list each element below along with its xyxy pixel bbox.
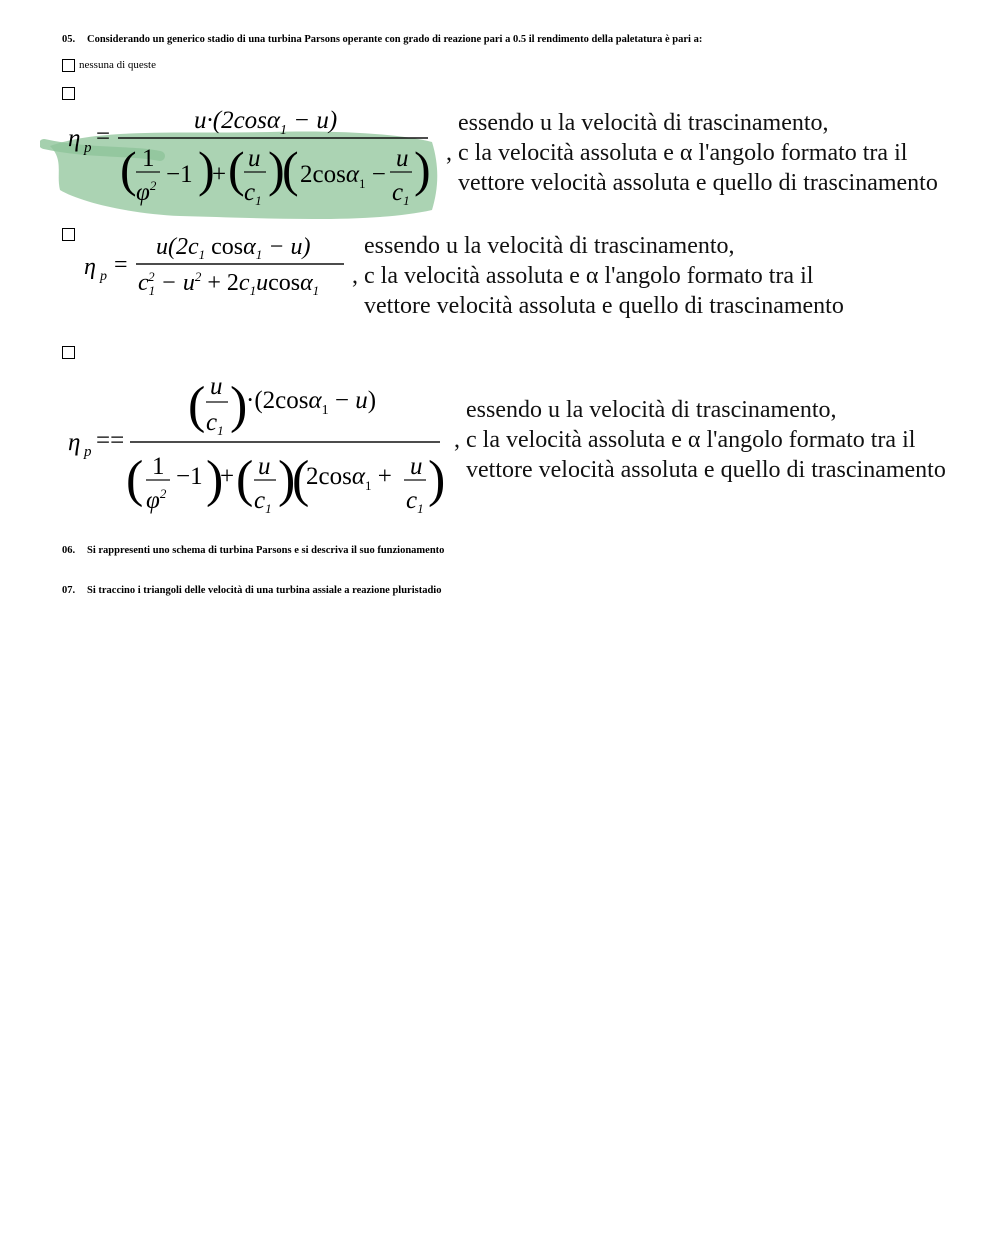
formula-c-denominator: $c_12 - u^2 + 2c_1ucos\alpha_1$ [138, 269, 320, 298]
option-a-checkbox[interactable] [62, 59, 75, 72]
desc-line-3: vettore velocità assoluta e quello di trascinamento [466, 457, 946, 483]
formula-d-u2: u [258, 453, 271, 480]
formula-b-numerator: u·(2cosα$_1$ − u) [194, 107, 338, 138]
formula-c [80, 228, 360, 308]
formula-d-paren1: ( [188, 377, 206, 434]
formula-d-c1c: $c_1$ [406, 487, 424, 516]
desc-line-2: , c la velocità assoluta e α l'angolo formato tra il [454, 427, 916, 453]
question-text: Considerando un generico stadio di una turbina Parsons operante con grado di reazione pari a 0.5 il rendimento della paletatura è pari a: [87, 34, 703, 45]
question-text: Si rappresenti uno schema di turbina Parsons e si descriva il suo funzionamento [87, 545, 445, 556]
formula-b-u2: u [396, 145, 409, 172]
formula-c-sub: p [100, 269, 107, 284]
option-d-description [454, 395, 946, 485]
formula-d-sub: p [84, 444, 92, 460]
question-text: Si traccino i triangoli delle velocità di una turbina assiale a reazione pluristadio [87, 585, 442, 596]
desc-line-3: vettore velocità assoluta e quello di trascinamento [364, 293, 844, 319]
formula-b-2cos: 2cosα$_1$ − [300, 161, 386, 191]
formula-b-c1: $c_1$ [244, 179, 262, 208]
formula-b-paren2: ) [198, 141, 215, 197]
formula-d-phi: $\varphi^2$ [146, 486, 167, 514]
formula-d-eta: η [68, 429, 81, 456]
formula-d-paren8: ) [428, 451, 446, 508]
desc-line-2: , c la velocità assoluta e α l'angolo formato tra il [446, 140, 908, 166]
question-number: 05. [62, 34, 76, 45]
formula-b-eq: = [96, 123, 111, 150]
formula-b-plus: + [212, 161, 227, 188]
option-d-checkbox[interactable] [62, 346, 75, 359]
formula-b-paren6: ) [414, 141, 431, 197]
formula-c-eta: η [84, 254, 96, 280]
formula-b-paren5: ( [282, 141, 299, 197]
formula-b-paren: ( [120, 141, 137, 197]
formula-d-c1: $c_1$ [206, 409, 224, 438]
formula-d-paren4: ) [206, 451, 224, 508]
question-07-title [62, 585, 441, 596]
question-06-title [62, 545, 444, 556]
formula-d-minus1: −1 [176, 463, 203, 490]
option-c-checkbox[interactable] [62, 228, 75, 241]
desc-line-1: essendo u la velocità di trascinamento, [364, 233, 735, 259]
question-05-title [62, 34, 702, 45]
formula-b-paren4: ) [268, 141, 285, 197]
desc-line-2: , c la velocità assoluta e α l'angolo formato tra il [352, 263, 814, 289]
formula-c-eq: = [114, 252, 128, 278]
option-b-description [446, 108, 938, 198]
formula-d-paren7: ( [292, 451, 310, 508]
formula-d-u3: u [410, 453, 423, 480]
formula-b-sub: p [84, 140, 92, 156]
formula-d-u: u [210, 373, 223, 400]
formula-b-u: u [248, 145, 261, 172]
formula-d-paren5: ( [236, 451, 254, 508]
option-c-description [352, 231, 844, 321]
formula-b-minus1: −1 [166, 161, 193, 188]
formula-d-plus: + [220, 463, 235, 490]
formula-b-paren3: ( [228, 141, 245, 197]
formula-d-paren6: ) [278, 451, 296, 508]
formula-d-numerator: ·(2cosα$_1$ − u) [246, 387, 377, 418]
desc-line-3: vettore velocità assoluta e quello di trascinamento [458, 170, 938, 196]
formula-b-c1b: $c_1$ [392, 179, 410, 208]
formula-d-paren3: ( [126, 451, 144, 508]
desc-line-1: essendo u la velocità di trascinamento, [458, 110, 829, 136]
formula-d-paren2: ) [230, 377, 248, 434]
formula-d-2cos: 2cosα$_1$ + [306, 463, 392, 493]
formula-b-phi: $\varphi^2$ [136, 178, 157, 206]
question-number: 06. [62, 545, 76, 556]
formula-b-one: 1 [142, 145, 155, 172]
option-a-label: nessuna di queste [79, 59, 156, 71]
formula-b [60, 96, 440, 221]
desc-line-1: essendo u la velocità di trascinamento, [466, 397, 837, 423]
formula-d-one: 1 [152, 453, 165, 480]
formula-d-eq: == [96, 427, 125, 454]
question-number: 07. [62, 585, 76, 596]
formula-b-eta: η [68, 125, 81, 152]
formula-d-c1b: $c_1$ [254, 487, 272, 516]
formula-c-numerator: $u(2c_1$ cosα$_1$ − u) [156, 234, 311, 262]
formula-d [60, 360, 450, 520]
